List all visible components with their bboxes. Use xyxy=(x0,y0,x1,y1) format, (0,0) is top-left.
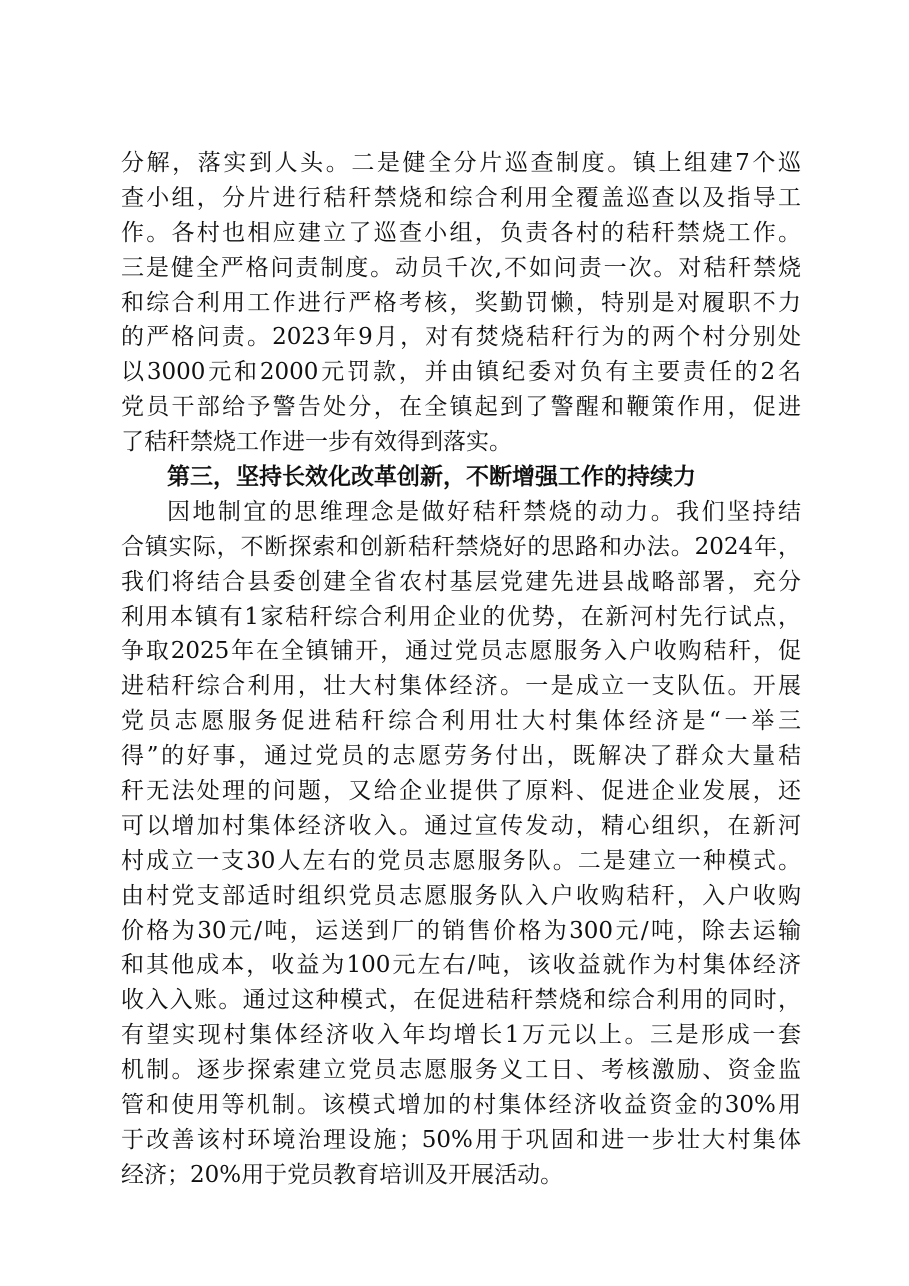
text-line: 经济；20%用于党员教育培训及开展活动。 xyxy=(121,1161,564,1188)
text-line: 于改善该村环境治理设施；50%用于巩固和进一步壮大村集体 xyxy=(121,1126,801,1153)
text-line: 因地制宜的思维理念是做好秸秆禁烧的动力。我们坚持结 xyxy=(167,498,801,525)
text-line: 查小组，分片进行秸秆禁烧和综合利用全覆盖巡查以及指导工 xyxy=(121,184,801,211)
text-line: 价格为30元/吨，运送到厂的销售价格为300元/吨，除去运输 xyxy=(121,917,801,944)
text-line: 三是健全严格问责制度。动员千次,不如问责一次。对秸秆禁烧 xyxy=(121,254,801,281)
text-line: 村成立一支30人左右的党员志愿服务队。二是建立一种模式。 xyxy=(121,847,801,874)
text-line: 党员志愿服务促进秸秆综合利用壮大村集体经济是“一举三 xyxy=(121,708,801,735)
text-line: 和其他成本，收益为100元左右/吨，该收益就作为村集体经济 xyxy=(121,952,801,979)
text-line: 得”的好事，通过党员的志愿劳务付出，既解决了群众大量秸 xyxy=(121,743,801,770)
text-line: 以3000元和2000元罚款，并由镇纪委对负有主要责任的2名 xyxy=(121,359,801,386)
text-line: 利用本镇有1家秸秆综合利用企业的优势，在新河村先行试点， xyxy=(121,603,801,630)
text-line: 由村党支部适时组织党员志愿服务队入户收购秸秆，入户收购 xyxy=(121,882,801,909)
text-line: 和综合利用工作进行严格考核，奖勤罚懒，特别是对履职不力 xyxy=(121,289,801,316)
text-line: 党员干部给予警告处分，在全镇起到了警醒和鞭策作用，促进 xyxy=(121,394,801,421)
text-line: 争取2025年在全镇铺开，通过党员志愿服务入户收购秸秆，促 xyxy=(121,638,801,665)
body-text xyxy=(121,146,801,1193)
text-line: 有望实现村集体经济收入年均增长1万元以上。三是形成一套 xyxy=(121,1022,801,1049)
text-line: 可以增加村集体经济收入。通过宣传发动，精心组织，在新河 xyxy=(121,812,801,839)
text-line: 了秸秆禁烧工作进一步有效得到落实。 xyxy=(121,429,512,456)
section-heading: 第三，坚持长效化改革创新，不断增强工作的持续力 xyxy=(167,463,696,491)
text-line: 作。各村也相应建立了巡查小组，负责各村的秸秆禁烧工作。 xyxy=(121,219,801,246)
text-line: 分解，落实到人头。二是健全分片巡查制度。镇上组建7个巡 xyxy=(121,150,801,176)
text-line: 合镇实际，不断探索和创新秸秆禁烧好的思路和办法。2024年， xyxy=(121,533,801,560)
text-line: 进秸秆综合利用，壮大村集体经济。一是成立一支队伍。开展 xyxy=(121,673,801,700)
text-line: 机制。逐步探索建立党员志愿服务义工日、考核激励、资金监 xyxy=(121,1057,801,1084)
text-line: 管和使用等机制。该模式增加的村集体经济收益资金的30%用 xyxy=(121,1092,801,1119)
text-line: 我们将结合县委创建全省农村基层党建先进县战略部署，充分 xyxy=(121,568,801,595)
text-line: 收入入账。通过这种模式，在促进秸秆禁烧和综合利用的同时， xyxy=(121,987,801,1014)
text-line: 秆无法处理的问题，又给企业提供了原料、促进企业发展，还 xyxy=(121,778,801,805)
text-line: 的严格问责。2023年9月，对有焚烧秸秆行为的两个村分别处 xyxy=(121,324,801,351)
